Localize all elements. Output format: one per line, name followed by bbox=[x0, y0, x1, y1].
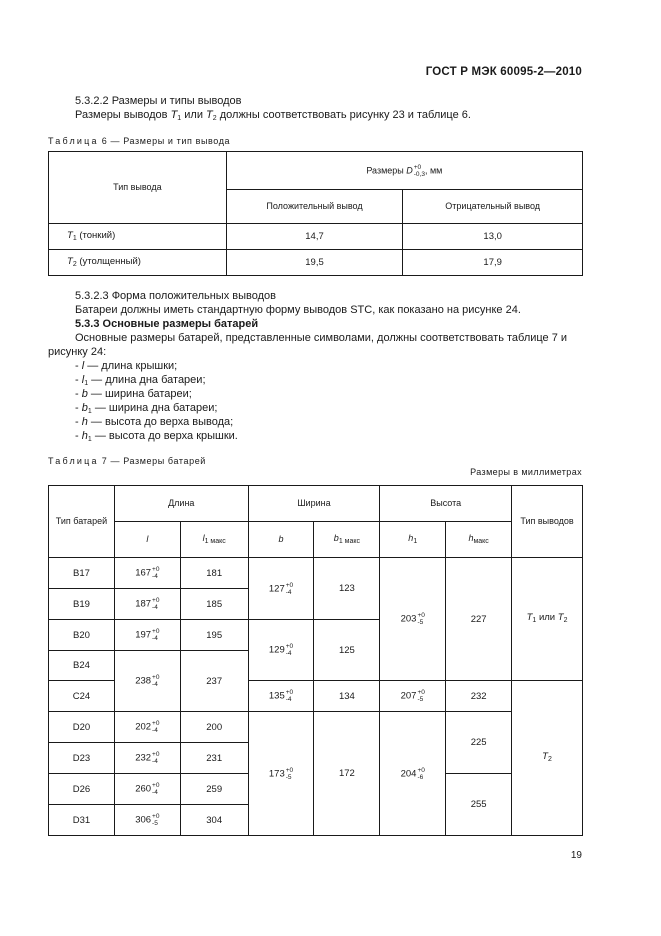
symbol-list bbox=[75, 359, 238, 443]
negative-value: 17,9 bbox=[403, 250, 583, 276]
b-value: 135 +0 -4 bbox=[248, 681, 314, 712]
table-row bbox=[49, 712, 583, 743]
h-value: 255 bbox=[446, 774, 512, 836]
table7-header-height: Высота bbox=[380, 486, 512, 522]
table7-units: Размеры в миллиметрах bbox=[470, 467, 582, 477]
document-header: ГОСТ Р МЭК 60095-2—2010 bbox=[425, 66, 582, 78]
battery-type: D20 bbox=[49, 712, 115, 743]
list-item: - $h_1$ — высота до верха крышки. bbox=[75, 430, 238, 443]
section-5323-text: Батареи должны иметь стандартную форму выводов STC, как показано на рисунке 24. bbox=[75, 304, 521, 316]
section-5322-heading: 5.3.2.2 Размеры и типы выводов bbox=[75, 95, 242, 107]
table7-header-terminal: Тип выводов bbox=[512, 486, 583, 558]
battery-type: B19 bbox=[49, 589, 115, 620]
list-item: - l — длина крышки; bbox=[75, 360, 178, 372]
h1-value: 204 +0 -6 bbox=[380, 712, 446, 836]
table-row bbox=[49, 250, 583, 276]
table7-header-length: Длина bbox=[114, 486, 248, 522]
table6-header-negative: Отрицательный вывод bbox=[403, 190, 583, 224]
h-value: 232 bbox=[446, 681, 512, 712]
b1-value: 125 bbox=[314, 620, 380, 681]
table6-header-type: Тип вывода bbox=[49, 152, 227, 224]
l1-value: 231 bbox=[180, 743, 248, 774]
b1-value: 172 bbox=[314, 712, 380, 836]
l-value: 232 +0 -4 bbox=[114, 743, 180, 774]
l1-value: 185 bbox=[180, 589, 248, 620]
negative-value: 13,0 bbox=[403, 224, 583, 250]
b-value: 127 +0 -4 bbox=[248, 558, 314, 620]
l-value: 306 +0 -5 bbox=[114, 805, 180, 836]
list-item: - $b_1$ — ширина дна батареи; bbox=[75, 402, 218, 415]
b1-value: 123 bbox=[314, 558, 380, 620]
table7-header-width: Ширина bbox=[248, 486, 380, 522]
l-value: 167 +0 -4 bbox=[114, 558, 180, 589]
page-number: 19 bbox=[570, 850, 582, 861]
terminal-type: $T_2$ bbox=[512, 681, 583, 836]
list-item: - h — высота до верха вывода; bbox=[75, 416, 234, 428]
l-value: 187 +0 -4 bbox=[114, 589, 180, 620]
b1-value: 134 bbox=[314, 681, 380, 712]
terminal-type-cell: $T_1$ (тонкий) bbox=[49, 224, 227, 250]
battery-type: B20 bbox=[49, 620, 115, 651]
l1-value: 200 bbox=[180, 712, 248, 743]
section-5323-heading: 5.3.2.3 Форма положительных выводов bbox=[75, 290, 276, 302]
battery-type: B17 bbox=[49, 558, 115, 589]
list-item: - $l_1$ — длина дна батареи; bbox=[75, 374, 206, 387]
battery-type: D23 bbox=[49, 743, 115, 774]
battery-type: D31 bbox=[49, 805, 115, 836]
section-533-heading: 5.3.3 Основные размеры батарей bbox=[75, 318, 259, 330]
section-5322-text: Размеры выводов $T_1$ или $T_2$ должны соответствовать рисунку 23 и таблице 6. bbox=[75, 109, 471, 122]
battery-type: B24 bbox=[49, 651, 115, 681]
table7-header-hmax: $h_{макс}$ bbox=[446, 522, 512, 558]
h-value: 225 bbox=[446, 712, 512, 774]
table7-header-type: Тип батарей bbox=[49, 486, 115, 558]
table6-header-positive: Положительный вывод bbox=[226, 190, 403, 224]
l-value: 202 +0 -4 bbox=[114, 712, 180, 743]
b-value: 173 +0 -5 bbox=[248, 712, 314, 836]
table-row bbox=[49, 558, 583, 589]
l1-value: 259 bbox=[180, 774, 248, 805]
section-533-text-line2: рисунку 24: bbox=[48, 346, 107, 358]
table-row bbox=[49, 224, 583, 250]
table7-header-l: l bbox=[114, 522, 180, 558]
table6-header-dims: Размеры D +0 -0,3 , мм bbox=[226, 152, 582, 190]
l1-value: 181 bbox=[180, 558, 248, 589]
battery-type: C24 bbox=[49, 681, 115, 712]
table7-caption: Таблица 7 — Размеры батарей bbox=[48, 456, 206, 466]
table7-header-b: b bbox=[248, 522, 314, 558]
h1-value: 203 +0 -5 bbox=[380, 558, 446, 681]
table7-header-b1max: $b_{1 макс}$ bbox=[314, 522, 380, 558]
l1-value: 304 bbox=[180, 805, 248, 836]
b-value: 129 +0 -4 bbox=[248, 620, 314, 681]
table7-header-l1max: $l_{1 макс}$ bbox=[180, 522, 248, 558]
positive-value: 14,7 bbox=[226, 224, 403, 250]
section-533-text-line1: Основные размеры батарей, представленные символами, должны соответствовать таблице 7 и bbox=[75, 332, 568, 344]
l-value: 197 +0 -4 bbox=[114, 620, 180, 651]
l-value: 260 +0 -4 bbox=[114, 774, 180, 805]
l1-value: 237 bbox=[180, 651, 248, 712]
battery-type: D26 bbox=[49, 774, 115, 805]
terminal-type-cell: $T_2$ (утолщенный) bbox=[49, 250, 227, 276]
l1-value: 195 bbox=[180, 620, 248, 651]
h-value: 227 bbox=[446, 558, 512, 681]
table6 bbox=[48, 151, 583, 276]
l-value: 238 +0 -4 bbox=[114, 651, 180, 712]
h1-value: 207 +0 -5 bbox=[380, 681, 446, 712]
table7-header-h1: $h_1$ bbox=[380, 522, 446, 558]
positive-value: 19,5 bbox=[226, 250, 403, 276]
table6-caption: Таблица 6 — Размеры и тип вывода bbox=[48, 136, 231, 146]
table7 bbox=[48, 485, 583, 836]
terminal-type: $T_1$ или $T_2$ bbox=[512, 558, 583, 681]
list-item: - b — ширина батареи; bbox=[75, 388, 192, 400]
